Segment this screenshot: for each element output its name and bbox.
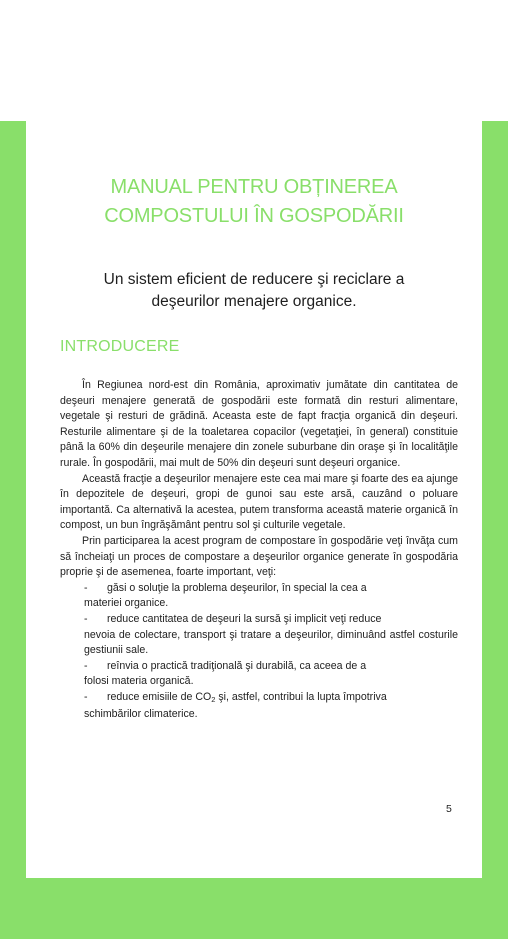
green-border-bottom bbox=[0, 878, 508, 939]
title-line-2: COMPOSTULUI ÎN GOSPODĂRII bbox=[104, 205, 404, 227]
bullet-text: găsi o soluţie la problema deşeurilor, în special la cea a materiei organice. bbox=[84, 581, 367, 610]
green-border-right bbox=[482, 121, 508, 939]
list-item bbox=[60, 581, 458, 612]
bullet-dash: - bbox=[84, 690, 88, 703]
section-heading: INTRODUCERE bbox=[60, 338, 180, 355]
paragraph-3: Prin participarea la acest program de compostare în gospodărie veţi învăţa cum să încheiaţi un proces de compostare a deşeurilor organice generate în gospodăria proprie şi de asemenea, foarte important, veţi: bbox=[60, 534, 458, 579]
bullet-dash: - bbox=[84, 659, 88, 672]
document-title bbox=[26, 173, 482, 231]
paragraph-1: În Regiunea nord-est din România, aproximativ jumătate din cantitatea de deşeuri menajere generată de gospodării este formată din resturi alimentare, vegetale şi resturi de grădină. Aceasta este de fapt fracţia organică din deşeuri. Resturile alimentare şi de la toaletarea copacilor (vegetaţiei, în general) constituie până la 60% din deşeurile menajere din zonele suburbane din oraşe şi în localităţile rurale. În gospodării, mai mult de 50% din deşeuri sunt deşeuri organice. bbox=[60, 379, 458, 469]
paragraph-2: Această fracţie a deşeurilor menajere este cea mai mare şi foarte des ea ajunge în depozitele de deşeuri, gropi de gunoi sau este arsă, cauzând o poluare importantă. Ca alternativă la acestea, putem transforma această materie organică în compost, un bun îngrăşământ pentru sol şi culturile vegetale. bbox=[60, 472, 458, 532]
bullet-text: reînvia o practică tradiţională şi durabilă, ca aceea de a folosi materia organică. bbox=[84, 659, 367, 688]
green-border-left bbox=[0, 121, 26, 939]
list-item bbox=[60, 690, 458, 723]
bullet-dash: - bbox=[84, 581, 88, 594]
list-item bbox=[60, 612, 458, 659]
bullet-text: reduce emisiile de $CO_2$ şi, astfel, contribui la lupta împotriva schimbărilor climaterice. bbox=[84, 690, 387, 721]
title-line-1: MANUAL PENTRU OBȚINEREA bbox=[110, 176, 398, 198]
subscript-2: 2 bbox=[211, 694, 216, 704]
subtitle-line-2: deşeurilor menajere organice. bbox=[151, 293, 357, 310]
bullet-text: reduce cantitatea de deşeuri la sursă şi implicit veţi reduce nevoia de colectare, transport şi tratare a deşeurilor, diminuând astfel costurile gestiunii sale. bbox=[84, 612, 458, 657]
body-text bbox=[60, 378, 458, 723]
subtitle-line-1: Un sistem eficient de reducere şi reciclare a bbox=[103, 271, 405, 288]
list-item bbox=[60, 659, 458, 690]
page-number: 5 bbox=[446, 803, 452, 815]
document-subtitle bbox=[66, 269, 442, 313]
bullet-dash: - bbox=[84, 612, 88, 625]
document-page bbox=[26, 121, 482, 878]
